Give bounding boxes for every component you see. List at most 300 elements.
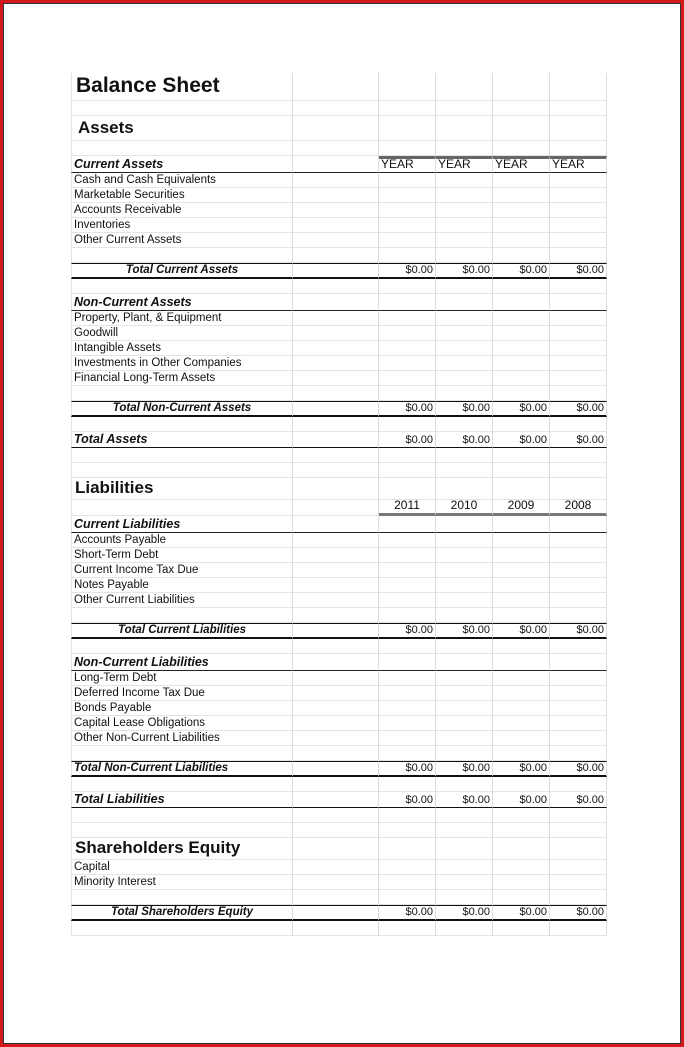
empty-cell[interactable] <box>493 671 550 686</box>
row-label[interactable]: Bonds Payable <box>71 701 293 716</box>
empty-cell[interactable] <box>550 248 607 263</box>
empty-cell[interactable] <box>71 746 293 761</box>
empty-cell[interactable] <box>493 654 550 671</box>
row-label[interactable]: Notes Payable <box>71 578 293 593</box>
empty-cell[interactable] <box>550 533 607 548</box>
empty-cell[interactable] <box>493 188 550 203</box>
empty-cell[interactable] <box>550 654 607 671</box>
empty-cell[interactable] <box>493 860 550 875</box>
row-label[interactable]: Accounts Payable <box>71 533 293 548</box>
year-header-cell[interactable]: 2011 <box>379 500 436 516</box>
year-header-cell[interactable]: 2009 <box>493 500 550 516</box>
empty-cell[interactable] <box>71 808 293 823</box>
value-cell[interactable]: $0.00 <box>436 623 493 639</box>
year-header-cell[interactable]: YEAR <box>379 156 436 173</box>
row-label[interactable]: Minority Interest <box>71 875 293 890</box>
empty-cell[interactable] <box>293 248 379 263</box>
row-label[interactable]: Inventories <box>71 218 293 233</box>
empty-cell[interactable] <box>550 860 607 875</box>
row-label[interactable]: Cash and Cash Equivalents <box>71 173 293 188</box>
empty-cell[interactable] <box>436 671 493 686</box>
empty-cell[interactable] <box>550 921 607 936</box>
empty-cell[interactable] <box>71 890 293 905</box>
empty-cell[interactable] <box>550 701 607 716</box>
empty-cell[interactable] <box>493 875 550 890</box>
empty-cell[interactable] <box>293 578 379 593</box>
empty-cell[interactable] <box>293 563 379 578</box>
empty-cell[interactable] <box>379 203 436 218</box>
empty-cell[interactable] <box>436 578 493 593</box>
value-cell[interactable]: $0.00 <box>436 263 493 279</box>
empty-cell[interactable] <box>436 593 493 608</box>
empty-cell[interactable] <box>493 563 550 578</box>
empty-cell[interactable] <box>436 777 493 792</box>
empty-cell[interactable] <box>379 188 436 203</box>
empty-cell[interactable] <box>71 386 293 401</box>
empty-cell[interactable] <box>293 608 379 623</box>
empty-cell[interactable] <box>436 686 493 701</box>
empty-cell[interactable] <box>379 516 436 533</box>
value-cell[interactable]: $0.00 <box>436 432 493 448</box>
empty-cell[interactable] <box>493 593 550 608</box>
empty-cell[interactable] <box>550 686 607 701</box>
empty-cell[interactable] <box>293 478 379 500</box>
empty-cell[interactable] <box>493 371 550 386</box>
row-label[interactable]: Other Non-Current Liabilities <box>71 731 293 746</box>
empty-cell[interactable] <box>436 860 493 875</box>
value-cell[interactable]: $0.00 <box>436 792 493 808</box>
empty-cell[interactable] <box>493 686 550 701</box>
value-cell[interactable]: $0.00 <box>379 792 436 808</box>
value-cell[interactable]: $0.00 <box>379 905 436 921</box>
empty-cell[interactable] <box>493 478 550 500</box>
empty-cell[interactable] <box>379 701 436 716</box>
empty-cell[interactable] <box>293 792 379 808</box>
row-label[interactable]: Total Liabilities <box>71 792 293 808</box>
value-cell[interactable]: $0.00 <box>550 401 607 417</box>
empty-cell[interactable] <box>71 101 293 116</box>
empty-cell[interactable] <box>493 218 550 233</box>
empty-cell[interactable] <box>293 386 379 401</box>
empty-cell[interactable] <box>436 188 493 203</box>
empty-cell[interactable] <box>436 203 493 218</box>
empty-cell[interactable] <box>293 188 379 203</box>
empty-cell[interactable] <box>550 823 607 838</box>
empty-cell[interactable] <box>379 417 436 432</box>
empty-cell[interactable] <box>550 777 607 792</box>
empty-cell[interactable] <box>379 860 436 875</box>
empty-cell[interactable] <box>379 746 436 761</box>
empty-cell[interactable] <box>493 279 550 294</box>
empty-cell[interactable] <box>493 173 550 188</box>
row-label[interactable]: Other Current Assets <box>71 233 293 248</box>
empty-cell[interactable] <box>379 311 436 326</box>
empty-cell[interactable] <box>550 639 607 654</box>
empty-cell[interactable] <box>493 548 550 563</box>
empty-cell[interactable] <box>293 654 379 671</box>
empty-cell[interactable] <box>493 808 550 823</box>
empty-cell[interactable] <box>436 326 493 341</box>
empty-cell[interactable] <box>436 448 493 463</box>
empty-cell[interactable] <box>293 516 379 533</box>
empty-cell[interactable] <box>379 875 436 890</box>
empty-cell[interactable] <box>293 341 379 356</box>
empty-cell[interactable] <box>379 218 436 233</box>
empty-cell[interactable] <box>436 311 493 326</box>
row-label[interactable]: Total Shareholders Equity <box>71 905 293 921</box>
empty-cell[interactable] <box>379 173 436 188</box>
empty-cell[interactable] <box>550 279 607 294</box>
year-header-cell[interactable]: YEAR <box>436 156 493 173</box>
empty-cell[interactable] <box>436 173 493 188</box>
empty-cell[interactable] <box>493 386 550 401</box>
empty-cell[interactable] <box>550 188 607 203</box>
row-label[interactable]: Total Current Liabilities <box>71 623 293 639</box>
empty-cell[interactable] <box>293 905 379 921</box>
empty-cell[interactable] <box>293 500 379 516</box>
row-label[interactable]: Assets <box>71 116 293 141</box>
row-label[interactable]: Accounts Receivable <box>71 203 293 218</box>
empty-cell[interactable] <box>379 921 436 936</box>
empty-cell[interactable] <box>379 386 436 401</box>
value-cell[interactable]: $0.00 <box>379 401 436 417</box>
row-label[interactable]: Goodwill <box>71 326 293 341</box>
row-label[interactable]: Non-Current Assets <box>71 294 293 311</box>
value-cell[interactable]: $0.00 <box>379 263 436 279</box>
empty-cell[interactable] <box>550 746 607 761</box>
empty-cell[interactable] <box>293 808 379 823</box>
empty-cell[interactable] <box>379 639 436 654</box>
row-label[interactable]: Intangible Assets <box>71 341 293 356</box>
empty-cell[interactable] <box>436 417 493 432</box>
row-label[interactable]: Other Current Liabilities <box>71 593 293 608</box>
empty-cell[interactable] <box>293 101 379 116</box>
value-cell[interactable]: $0.00 <box>550 905 607 921</box>
value-cell[interactable]: $0.00 <box>436 905 493 921</box>
empty-cell[interactable] <box>379 448 436 463</box>
empty-cell[interactable] <box>493 356 550 371</box>
empty-cell[interactable] <box>493 73 550 101</box>
empty-cell[interactable] <box>436 386 493 401</box>
empty-cell[interactable] <box>379 808 436 823</box>
empty-cell[interactable] <box>550 516 607 533</box>
row-label[interactable]: Total Assets <box>71 432 293 448</box>
empty-cell[interactable] <box>293 921 379 936</box>
empty-cell[interactable] <box>550 875 607 890</box>
empty-cell[interactable] <box>293 311 379 326</box>
empty-cell[interactable] <box>550 731 607 746</box>
row-label[interactable]: Marketable Securities <box>71 188 293 203</box>
row-label[interactable]: Non-Current Liabilities <box>71 654 293 671</box>
empty-cell[interactable] <box>436 116 493 141</box>
value-cell[interactable]: $0.00 <box>493 792 550 808</box>
empty-cell[interactable] <box>293 731 379 746</box>
row-label[interactable]: Capital <box>71 860 293 875</box>
empty-cell[interactable] <box>493 777 550 792</box>
empty-cell[interactable] <box>293 533 379 548</box>
empty-cell[interactable] <box>379 341 436 356</box>
empty-cell[interactable] <box>550 478 607 500</box>
value-cell[interactable]: $0.00 <box>493 761 550 777</box>
empty-cell[interactable] <box>436 701 493 716</box>
empty-cell[interactable] <box>436 73 493 101</box>
empty-cell[interactable] <box>293 173 379 188</box>
empty-cell[interactable] <box>493 533 550 548</box>
empty-cell[interactable] <box>493 116 550 141</box>
empty-cell[interactable] <box>493 101 550 116</box>
empty-cell[interactable] <box>550 116 607 141</box>
value-cell[interactable]: $0.00 <box>379 761 436 777</box>
empty-cell[interactable] <box>550 578 607 593</box>
empty-cell[interactable] <box>493 921 550 936</box>
empty-cell[interactable] <box>493 448 550 463</box>
value-cell[interactable]: $0.00 <box>493 401 550 417</box>
empty-cell[interactable] <box>379 371 436 386</box>
row-label[interactable]: Total Current Assets <box>71 263 293 279</box>
empty-cell[interactable] <box>293 746 379 761</box>
empty-cell[interactable] <box>436 141 493 156</box>
empty-cell[interactable] <box>71 279 293 294</box>
empty-cell[interactable] <box>493 311 550 326</box>
empty-cell[interactable] <box>493 701 550 716</box>
empty-cell[interactable] <box>293 218 379 233</box>
year-header-cell[interactable]: 2010 <box>436 500 493 516</box>
empty-cell[interactable] <box>379 326 436 341</box>
empty-cell[interactable] <box>293 875 379 890</box>
empty-cell[interactable] <box>550 448 607 463</box>
empty-cell[interactable] <box>71 921 293 936</box>
value-cell[interactable]: $0.00 <box>436 401 493 417</box>
empty-cell[interactable] <box>493 716 550 731</box>
value-cell[interactable]: $0.00 <box>493 432 550 448</box>
empty-cell[interactable] <box>379 608 436 623</box>
empty-cell[interactable] <box>550 593 607 608</box>
empty-cell[interactable] <box>293 761 379 777</box>
empty-cell[interactable] <box>293 593 379 608</box>
empty-cell[interactable] <box>379 279 436 294</box>
value-cell[interactable]: $0.00 <box>379 623 436 639</box>
empty-cell[interactable] <box>293 116 379 141</box>
empty-cell[interactable] <box>436 838 493 860</box>
empty-cell[interactable] <box>550 716 607 731</box>
year-header-cell[interactable]: YEAR <box>493 156 550 173</box>
empty-cell[interactable] <box>493 417 550 432</box>
empty-cell[interactable] <box>293 263 379 279</box>
empty-cell[interactable] <box>550 73 607 101</box>
empty-cell[interactable] <box>493 639 550 654</box>
empty-cell[interactable] <box>436 101 493 116</box>
row-label[interactable]: Total Non-Current Liabilities <box>71 761 293 777</box>
empty-cell[interactable] <box>436 608 493 623</box>
empty-cell[interactable] <box>436 731 493 746</box>
empty-cell[interactable] <box>493 341 550 356</box>
empty-cell[interactable] <box>71 448 293 463</box>
empty-cell[interactable] <box>493 233 550 248</box>
empty-cell[interactable] <box>493 608 550 623</box>
empty-cell[interactable] <box>379 823 436 838</box>
empty-cell[interactable] <box>293 401 379 417</box>
value-cell[interactable]: $0.00 <box>493 623 550 639</box>
empty-cell[interactable] <box>436 921 493 936</box>
row-label[interactable]: Current Liabilities <box>71 516 293 533</box>
row-label[interactable]: Shareholders Equity <box>71 838 293 860</box>
empty-cell[interactable] <box>550 294 607 311</box>
empty-cell[interactable] <box>436 716 493 731</box>
empty-cell[interactable] <box>436 875 493 890</box>
empty-cell[interactable] <box>293 73 379 101</box>
empty-cell[interactable] <box>550 417 607 432</box>
empty-cell[interactable] <box>293 671 379 686</box>
empty-cell[interactable] <box>436 478 493 500</box>
empty-cell[interactable] <box>550 356 607 371</box>
empty-cell[interactable] <box>436 563 493 578</box>
empty-cell[interactable] <box>71 248 293 263</box>
value-cell[interactable]: $0.00 <box>436 761 493 777</box>
empty-cell[interactable] <box>550 326 607 341</box>
empty-cell[interactable] <box>550 101 607 116</box>
empty-cell[interactable] <box>293 716 379 731</box>
empty-cell[interactable] <box>436 890 493 905</box>
empty-cell[interactable] <box>71 141 293 156</box>
empty-cell[interactable] <box>379 248 436 263</box>
empty-cell[interactable] <box>550 173 607 188</box>
empty-cell[interactable] <box>293 860 379 875</box>
empty-cell[interactable] <box>379 686 436 701</box>
empty-cell[interactable] <box>436 746 493 761</box>
year-header-cell[interactable]: YEAR <box>550 156 607 173</box>
value-cell[interactable]: $0.00 <box>550 432 607 448</box>
empty-cell[interactable] <box>293 233 379 248</box>
empty-cell[interactable] <box>550 548 607 563</box>
empty-cell[interactable] <box>293 838 379 860</box>
empty-cell[interactable] <box>436 463 493 478</box>
empty-cell[interactable] <box>436 356 493 371</box>
empty-cell[interactable] <box>379 73 436 101</box>
empty-cell[interactable] <box>293 156 379 173</box>
value-cell[interactable]: $0.00 <box>550 761 607 777</box>
empty-cell[interactable] <box>379 671 436 686</box>
empty-cell[interactable] <box>550 311 607 326</box>
row-label[interactable]: Current Assets <box>71 156 293 173</box>
empty-cell[interactable] <box>550 838 607 860</box>
empty-cell[interactable] <box>293 823 379 838</box>
row-label[interactable]: Long-Term Debt <box>71 671 293 686</box>
row-label[interactable]: Property, Plant, & Equipment <box>71 311 293 326</box>
empty-cell[interactable] <box>550 203 607 218</box>
row-label[interactable]: Short-Term Debt <box>71 548 293 563</box>
empty-cell[interactable] <box>493 326 550 341</box>
year-header-cell[interactable]: 2008 <box>550 500 607 516</box>
empty-cell[interactable] <box>493 141 550 156</box>
empty-cell[interactable] <box>550 671 607 686</box>
empty-cell[interactable] <box>550 608 607 623</box>
empty-cell[interactable] <box>550 890 607 905</box>
empty-cell[interactable] <box>293 326 379 341</box>
empty-cell[interactable] <box>550 563 607 578</box>
empty-cell[interactable] <box>293 417 379 432</box>
empty-cell[interactable] <box>493 294 550 311</box>
empty-cell[interactable] <box>550 808 607 823</box>
row-label[interactable]: Total Non-Current Assets <box>71 401 293 417</box>
empty-cell[interactable] <box>293 448 379 463</box>
empty-cell[interactable] <box>436 248 493 263</box>
empty-cell[interactable] <box>293 463 379 478</box>
empty-cell[interactable] <box>436 218 493 233</box>
empty-cell[interactable] <box>436 516 493 533</box>
empty-cell[interactable] <box>293 141 379 156</box>
empty-cell[interactable] <box>493 746 550 761</box>
empty-cell[interactable] <box>436 533 493 548</box>
empty-cell[interactable] <box>493 823 550 838</box>
row-label[interactable]: Financial Long-Term Assets <box>71 371 293 386</box>
empty-cell[interactable] <box>379 777 436 792</box>
empty-cell[interactable] <box>293 777 379 792</box>
empty-cell[interactable] <box>379 463 436 478</box>
empty-cell[interactable] <box>293 686 379 701</box>
empty-cell[interactable] <box>379 563 436 578</box>
empty-cell[interactable] <box>71 463 293 478</box>
value-cell[interactable]: $0.00 <box>379 432 436 448</box>
empty-cell[interactable] <box>293 701 379 716</box>
empty-cell[interactable] <box>493 578 550 593</box>
empty-cell[interactable] <box>550 141 607 156</box>
empty-cell[interactable] <box>436 808 493 823</box>
row-label[interactable]: Balance Sheet <box>71 73 293 101</box>
value-cell[interactable]: $0.00 <box>493 905 550 921</box>
empty-cell[interactable] <box>293 356 379 371</box>
empty-cell[interactable] <box>550 233 607 248</box>
empty-cell[interactable] <box>379 838 436 860</box>
empty-cell[interactable] <box>71 639 293 654</box>
empty-cell[interactable] <box>493 516 550 533</box>
empty-cell[interactable] <box>436 639 493 654</box>
empty-cell[interactable] <box>493 890 550 905</box>
empty-cell[interactable] <box>493 203 550 218</box>
empty-cell[interactable] <box>436 548 493 563</box>
empty-cell[interactable] <box>293 623 379 639</box>
empty-cell[interactable] <box>379 294 436 311</box>
empty-cell[interactable] <box>550 386 607 401</box>
empty-cell[interactable] <box>550 341 607 356</box>
empty-cell[interactable] <box>436 233 493 248</box>
empty-cell[interactable] <box>293 432 379 448</box>
empty-cell[interactable] <box>493 463 550 478</box>
row-label[interactable]: Current Income Tax Due <box>71 563 293 578</box>
empty-cell[interactable] <box>493 248 550 263</box>
empty-cell[interactable] <box>379 890 436 905</box>
empty-cell[interactable] <box>550 218 607 233</box>
empty-cell[interactable] <box>71 500 293 516</box>
empty-cell[interactable] <box>71 417 293 432</box>
empty-cell[interactable] <box>436 279 493 294</box>
empty-cell[interactable] <box>379 533 436 548</box>
value-cell[interactable]: $0.00 <box>493 263 550 279</box>
empty-cell[interactable] <box>293 294 379 311</box>
empty-cell[interactable] <box>71 777 293 792</box>
empty-cell[interactable] <box>379 233 436 248</box>
empty-cell[interactable] <box>293 890 379 905</box>
empty-cell[interactable] <box>550 463 607 478</box>
empty-cell[interactable] <box>293 639 379 654</box>
value-cell[interactable]: $0.00 <box>550 623 607 639</box>
empty-cell[interactable] <box>71 823 293 838</box>
empty-cell[interactable] <box>436 823 493 838</box>
empty-cell[interactable] <box>379 356 436 371</box>
value-cell[interactable]: $0.00 <box>550 792 607 808</box>
empty-cell[interactable] <box>293 371 379 386</box>
empty-cell[interactable] <box>493 731 550 746</box>
empty-cell[interactable] <box>436 654 493 671</box>
